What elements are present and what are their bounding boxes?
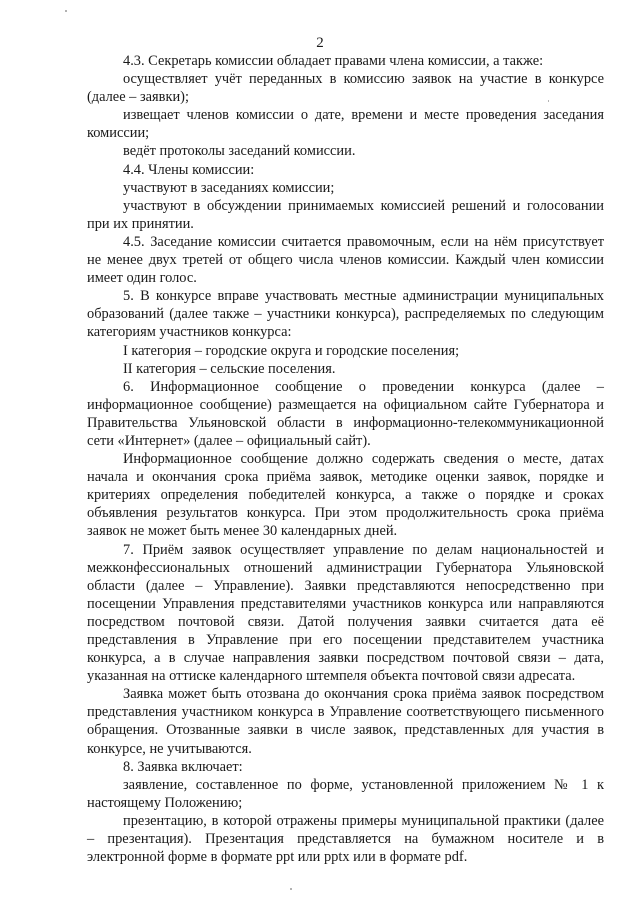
document-body [87,52,604,866]
paragraph-4-5: 4.5. Заседание комиссии считается правомочным, если на нём присутствует не менее двух третей от общего числа членов комиссии. Каждый член комиссии имеет один голос. [87,233,604,287]
paragraph-secretary-duty-1: осуществляет учёт переданных в комиссию заявок на участие в конкурсе (далее – заявки); [87,71,604,106]
paragraph-withdrawal: Заявка может быть отозвана до окончания срока приёма заявок посредством представления участником конкурса в Управление соответствующего письменного обращения. Отозванные заявки в числе заявок, представленных для участия в конкурсе, не учитываются. [87,686,604,757]
paragraph-category-2: II категория – сельские поселения. [123,360,336,377]
paragraph-7: 7. Приём заявок осуществляет управление по делам национальностей и межконфессиональных отношений администрации Губернатора Ульяновской области (далее – Управление). Заявки представляются непосредственно при посещении Управления представителями участников конкурса или направляются посредством почтовой связи. Датой получения заявки считается дата её представления в Управление при его посещении представителем участника конкурса, а в случае направления заявки посредством почтовой связи – дата, указанная на оттиске календарного штемпеля объекта почтовой связи адресата. [87,541,604,685]
paragraph-members-duty-2: участвуют в обсуждении принимаемых комиссией решений и голосовании при их принятии. [87,197,604,232]
paragraph-secretary-duty-2: извещает членов комиссии о дате, времени и месте проведения заседания комиссии; [87,107,604,142]
paragraph-category-1: I категория – городские округа и городские поселения; [123,342,460,359]
paragraph-secretary-duty-3: ведёт протоколы заседаний комиссии. [123,143,356,160]
paragraph-presentation: презентацию, в которой отражены примеры муниципальной практики (далее – презентация). Презентация представляется на бумажном носителе и в электронной форме в формате ppt или pptx или в формате pdf. [87,812,604,866]
scan-speck [65,10,67,12]
paragraph-8: 8. Заявка включает: [123,758,243,775]
paragraph-application-form: заявление, составленное по форме, установленной приложением № 1 к настоящему Положению; [87,776,604,811]
paragraph-members-duty-1: участвуют в заседаниях комиссии; [123,179,335,196]
paragraph-5: 5. В конкурсе вправе участвовать местные администрации муниципальных образований (далее также – участники конкурса), распределяемых по следующим категориям участников конкурса: [87,288,604,341]
page-number: 2 [316,35,324,51]
paragraph-4-3: 4.3. Секретарь комиссии обладает правами члена комиссии, а также: [123,53,544,69]
paragraph-info-message: Информационное сообщение должно содержать сведения о месте, датах начала и окончания срока приёма заявок, методике оценки заявок, порядке и критериях определения победителей конкурса, а также о порядке и сроках объявления результатов конкурса. При этом продолжительность срока приёма заявок не может быть менее 30 календарных дней. [87,451,604,540]
paragraph-6: 6. Информационное сообщение о проведении конкурса (далее – информационное сообщение) размещается на официальном сайте Губернатора и Правительства Ульяновской области в информационно-телекоммуникационной сети «Интернет» (далее – официальный сайт). [87,378,604,449]
paragraph-4-4: 4.4. Члены комиссии: [123,161,255,178]
scan-speck [290,888,292,890]
scan-speck [548,100,549,102]
